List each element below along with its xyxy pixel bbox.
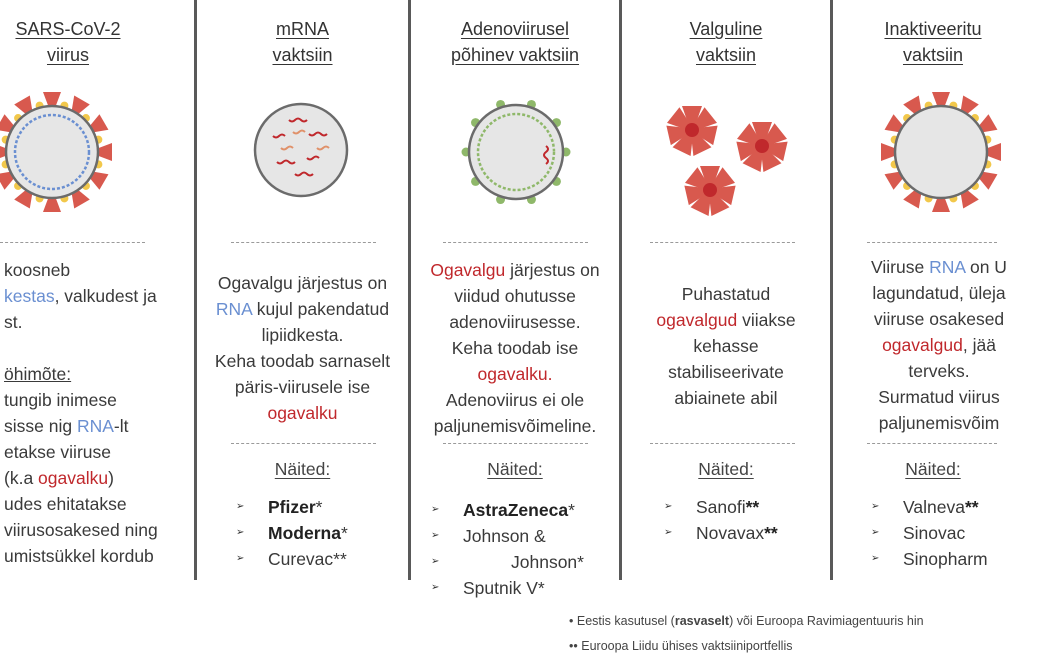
column-title: Inaktiveeritu vaktsiin (884, 19, 982, 65)
list-item: ➢ Novavax** (662, 520, 778, 546)
examples-heading: Näited: (905, 459, 961, 479)
column-mrna-vaccine (197, 0, 408, 580)
protein-subunit-illustration (622, 80, 830, 220)
examples-heading: Näited: (274, 459, 331, 479)
column-description: Viiruse RNA on U lagundatud, üleja viiruse osakesed ogavalgud, jää terveks. Surmatud viirus paljunemisvõim (871, 257, 1007, 433)
column-protein-vaccine (622, 0, 830, 580)
list-item: ➢ Sinopharm (869, 546, 988, 572)
list-item: ➢ AstraZeneca* (429, 497, 584, 523)
list-item: ➢ Moderna* (234, 520, 348, 546)
column-description: Puhastatud ogavalgud viiakse kehasse stabiliseerivate abiainete abil (656, 284, 796, 408)
examples-list (429, 497, 584, 601)
mrna-vaccine-illustration (197, 92, 408, 212)
examples-heading: Näited: (698, 459, 754, 479)
list-item: ➢ Pfizer* (234, 494, 348, 520)
column-sars-cov-2 (0, 0, 194, 580)
sars-cov-2-virus-illustration (0, 80, 194, 220)
footnote-eu-portfolio: •• Euroopa Liidu ühises vaktsiiniportfellis (569, 639, 793, 653)
list-item: ➢ Johnson & (429, 523, 584, 549)
footnote-approved: • Eestis kasutusel (rasvaselt) või Euroopa Ravimiagentuuris hin (569, 614, 924, 628)
list-item: ➢ Sinovac (869, 520, 988, 546)
divider (443, 242, 588, 243)
divider (231, 443, 376, 444)
divider (650, 443, 795, 444)
list-item: ➢ Curevac** (234, 546, 348, 572)
list-item: ➢ Sanofi** (662, 494, 778, 520)
examples-list (869, 494, 988, 572)
divider (867, 443, 997, 444)
inactivated-virus-illustration (833, 80, 1033, 220)
examples-list (234, 494, 348, 572)
divider (0, 242, 145, 243)
column-title: Adenoviirusel põhinev vaktsiin (450, 19, 580, 65)
column-description: koosneb kestas, valkudest ja st. öhimõte: tungib inimese sisse nig RNA-lt etakse viiruse (k.a ogavalku) udes ehitatakse viirusosakesed ning umistsükkel kordub (4, 260, 158, 566)
divider (650, 242, 795, 243)
list-item: ➢ Valneva** (869, 494, 988, 520)
examples-heading: Näited: (487, 459, 543, 479)
divider (231, 242, 376, 243)
adenovirus-illustration (411, 92, 619, 212)
column-description: Ogavalgu järjestus on viidud ohutusse adenoviirusesse. Keha toodab ise ogavalku. Adenoviirus ei ole paljunemisvõimeline. (430, 260, 600, 436)
column-description: Ogavalgu järjestus on RNA kujul pakendatud lipiidkesta. Keha toodab sarnaselt päris-viirusele ise ogavalku (214, 273, 391, 423)
divider (443, 443, 588, 444)
examples-list (662, 494, 778, 546)
column-title: SARS-CoV-2 viirus (15, 19, 121, 65)
list-item: ➢ Sputnik V* (429, 575, 584, 601)
column-adenovirus-vaccine (411, 0, 619, 598)
column-inactivated-vaccine (833, 0, 1007, 580)
divider (867, 242, 997, 243)
list-item: ➢ Johnson* (429, 549, 584, 575)
column-title: mRNA vaktsiin (272, 19, 333, 65)
column-title: Valguline vaktsiin (689, 19, 763, 65)
